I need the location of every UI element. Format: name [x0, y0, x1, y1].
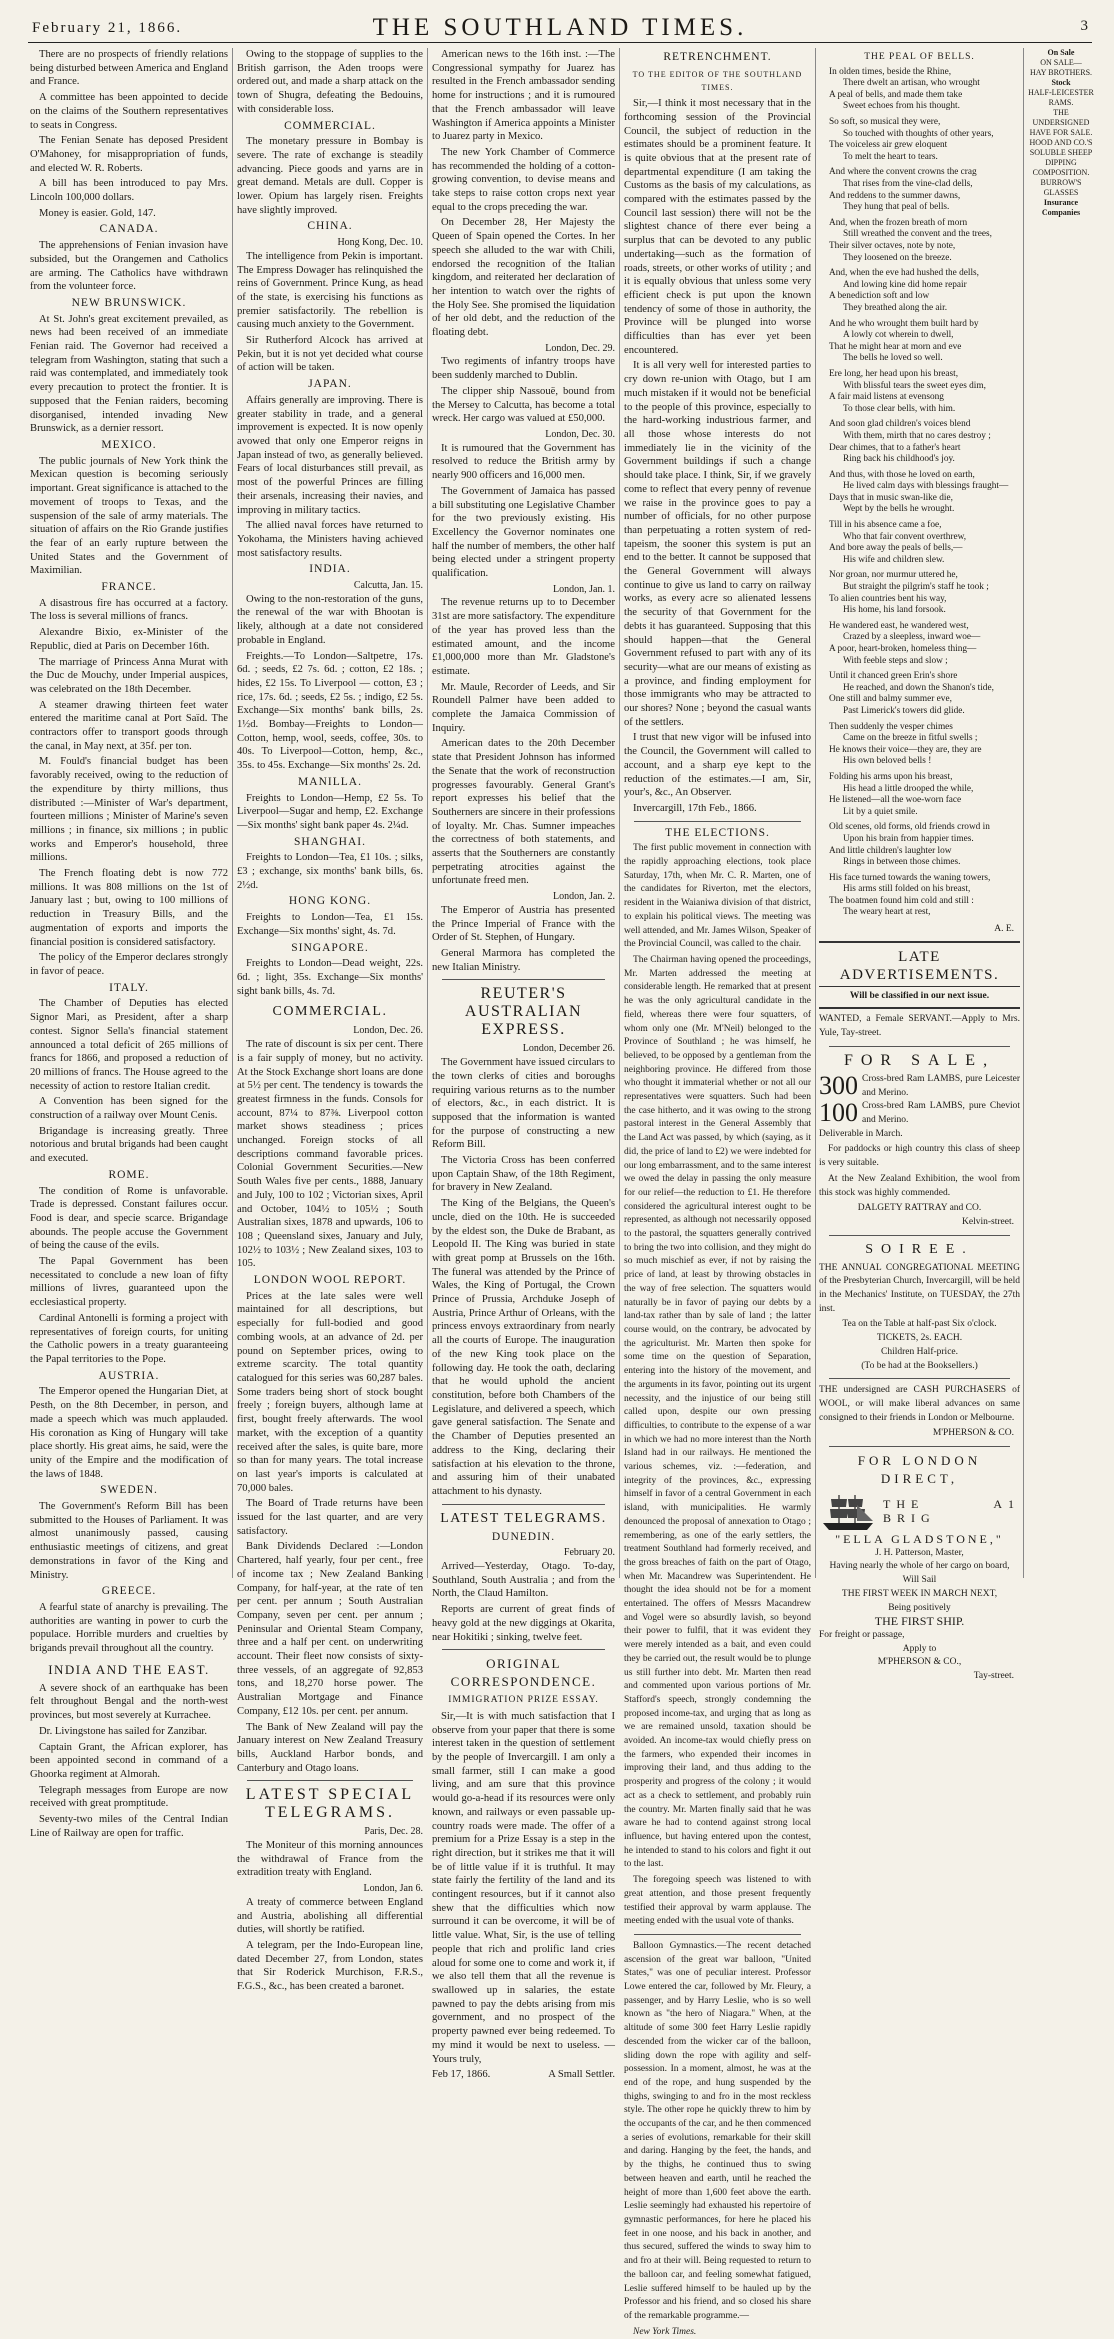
- poem-line: Rings in between those chimes.: [843, 857, 961, 868]
- paragraph: The foregoing speech was listened to with great attention, and those present frequently testified their approval by warm applause. The meeting ended with the usual vote of thanks.: [624, 1875, 811, 1927]
- late-ads-note: Will be classified in our next issue.: [849, 990, 990, 1001]
- dateline: Hong Kong, Dec. 10.: [337, 237, 423, 249]
- paragraph: The Chairman having opened the proceedings, Mr. Marten addressed the meeting at considerable length. He remarked that at present he was the only agricultural candidate in the field, whereas there were four squatters, of whom only one (Mr. M'Neil) belonged to the Province of Southland ; he was himself, he believed, to be opposed by a gentleman from the neighboring province. He differed from those who thought it immaterial whether or not all our representatives were squatters. Such had been the case hitherto, and it was owing to the strong pastoral interest in the General Assembly that the Land Act was passed, by which (saying, as it did, the price of land to £2) we were indebted for our long embarrassment, and to the same interest we owed the delay in passing the only measure for our relief—the reduction to £1. He therefore considered the agricultural interest ought to be represented, as although not necessarily opposed to the pastoral, the squatters generally contrived to bring the two into collision, and they might do so much mischief as ever, if not by raising the price of land, at least by throwing obstacles in the way of free selection. The squatters would naturally be in favor of paying our debts by a land-tax rather than by sale of land ; the latter course would, on the contrary, be advocated by the agriculturist. Mr. Marten then spoke for some time on the question of Separation, entering into the history of the movement, and the arguments in its favor, pointing out its urgent necessity, and the injustice of our being still called upon, despite our own pressing difficulties, to contribute to the expense of a war in which we had no more interest than the North Island had in our railways. He mentioned the various schemes, viz. :—federation, and integrity of the provinces, &c., expressing himself in favor of a central Government in each island, with municipalities. He warmly denounced the proposal of annexation to Otago ; remembering, as one of the early settlers, the treatment Southland had formerly received, and the gross breaches of faith on the part of Otago, when Mr. Macandrew was Superintendent. He thought the idea should not be for a moment entertained. The offers of Messrs Macandrew and Vogel were so absurdly lavish, so beyond their power to fulfil, that it was evident they were merely intended as a bait, and even could they be carried out, the result would be to plunge us still further into debt. Mr. Marten then read and commented upon various portions of Mr. Stafford's speech, strongly condemning the proposed income-tax, and urging that as long as we are remained unsold, taxation should be avoided. An income-tax would chiefly press on the farmers, who expended their incomes in improving their land, and thus adding to the prosperity and progress of the colony ; it would act as a check to settlement, and probably ruin the country. Mr. Marten finally said that he was aware he had to contend against strong local influence, but having entered upon the contest, he intended to stand to his colors and fight it out to the last.: [624, 955, 811, 1870]
- paragraph: I trust that new vigor will be infused into the Council, the Government will called to account, and a sharp eye kept to the reduction of the estimates.—I am, Sir, your's, &c., An Observer.: [624, 732, 811, 799]
- poem-line: But straight the pilgrim's staff he took ;: [843, 582, 989, 593]
- section-heading: THE ELECTIONS.: [665, 826, 770, 839]
- column-telegrams: [432, 48, 615, 2081]
- paragraph: A Convention has been signed for the construction of a railway over Mount Cenis.: [30, 1096, 228, 1122]
- column-rule: [232, 48, 233, 1578]
- lot-description: Cross-bred Ram LAMBS, pure Leicester and Merino.: [862, 1073, 1020, 1098]
- poem-line: Came on the breeze in fitful swells ;: [843, 733, 978, 744]
- poem-stanza: [829, 822, 1020, 868]
- poem-stanza: [829, 117, 1020, 163]
- ad-text: Children Half-price.: [880, 1346, 959, 1357]
- poem-line: And, when the frozen breath of morn: [829, 217, 968, 228]
- paragraph: It is rumoured that the Government has resolved to reduce the British army by nearly 900 officers and 16,000 men.: [432, 442, 615, 482]
- paragraph: American news to the 16th inst. :—The Congressional sympathy for Juarez has resulted in the French ambassador sending home for instructions ; and it is rumoured that the French ambassador will leave Washington if America appoints a Minister to Juarez party in Mexico.: [432, 49, 615, 143]
- poem-line: And little children's laughter low: [829, 845, 952, 856]
- dateline: Invercargill, 17th Feb., 1866.: [633, 802, 757, 814]
- poem-line: His home, his land forsook.: [843, 605, 946, 616]
- poem-line: With them, mirth that no cares destroy ;: [843, 430, 991, 441]
- paragraph: The clipper ship Nassouë, bound from the Mersey to Calcutta, has become a total wreck. Her cargo was valued at £50,000.: [432, 385, 615, 425]
- section-heading: MANILLA.: [298, 775, 362, 788]
- ad-text: Deliverable in March.: [819, 1128, 903, 1139]
- paragraph: The Victoria Cross has been conferred upon Captain Shaw, of the 18th Regiment, for bravery in New Zealand.: [432, 1155, 615, 1194]
- divider: [442, 1504, 605, 1505]
- paragraph: The marriage of Princess Anna Murat with the Duc de Mouchy, under Imperial auspices, was celebrated on the 18th December.: [30, 656, 228, 695]
- poem-line: Dear chimes, that to a father's heart: [829, 442, 961, 453]
- section-heading: GREECE.: [101, 1585, 157, 1598]
- late-ads-heading: LATE ADVERTISEMENTS.: [819, 948, 1020, 987]
- paragraph: Mr. Maule, Recorder of Leeds, and Sir Roundell Palmer have been added to complete the Jamaica Commission of Inquiry.: [432, 681, 615, 734]
- column-correspondence: [624, 48, 811, 2337]
- section-subheading: IMMIGRATION PRIZE ESSAY.: [448, 1695, 599, 1706]
- paragraph: The first public movement in connection with the rapidly approaching elections, took place Saturday, 17th, when Mr. C. R. Marten, one of the candidates for Riverton, met the electors, resident in the Waianiwa division of that district, to explain his political views. The meeting was well attended, and Mr. James Wilson, Speaker of the Provincial Council, was called to the chair.: [624, 843, 811, 950]
- poem-line: Ere long, her head upon his breast,: [829, 368, 959, 379]
- paragraph: The monetary pressure in Bombay is severe. The rate of exchange is steadily advancing. Piece goods and yarns are in great demand. Metals are dull. Copper is lower. Opium has largely risen. Freights have slightly improved.: [237, 136, 423, 216]
- ad-ship-brig-row: [819, 1491, 1020, 1533]
- ad-text: At the New Zealand Exhibition, the wool from this stock was highly commended.: [819, 1173, 1020, 1198]
- poem-line: There dwelt an artisan, who wrought: [843, 78, 980, 89]
- column-foreign-news: [30, 48, 228, 1839]
- paragraph: M. Fould's financial budget has been favorably received, owing to the reduction of the expenditure by thirty millions, thus distributed :—Minister of War's department, fourteen millions ; Minister of Marine's seven millions ; in finance, six millions ; in public works and Emperor's household, three millions.: [30, 756, 228, 864]
- poem-line: Lit by a quiet smile.: [843, 806, 918, 817]
- divider: [819, 941, 1020, 943]
- section-heading: ROME.: [108, 1168, 150, 1181]
- poem-line: Still wreathed the convent and the trees,: [843, 229, 992, 240]
- poem-stanza: [829, 873, 1020, 919]
- poem-stanza: [829, 67, 1020, 113]
- lot-quantity: 300: [819, 1070, 858, 1100]
- section-heading: SINGAPORE.: [291, 941, 369, 954]
- paragraph: Cardinal Antonelli is forming a project with representatives of foreign courts, for uniting the Catholic powers in a treaty guaranteeing the Papal territories to the Pope.: [30, 1312, 228, 1365]
- poem-stanza: [829, 722, 1020, 768]
- ad-ship-heading: FOR LONDON DIRECT,: [857, 1453, 982, 1487]
- ad-soiree-heading: SOIREE.: [865, 1241, 974, 1257]
- poem-line: He reached, and down the Shanon's tide,: [843, 682, 994, 693]
- poem-line: Crazed by a sleepless, inward woe—: [843, 632, 981, 643]
- paragraph: A committee has been appointed to decide on the claims of the Southern representatives to seats in Congress.: [30, 92, 228, 131]
- ad-signature: M'PHERSON & CO.,: [877, 1657, 962, 1668]
- poem-line: Days that in music swan-like die,: [829, 492, 953, 503]
- paragraph: The Chamber of Deputies has elected Signor Mari, as President, after a sharp contest. Signor Sella's financial statement announced a total deficit of 265 millions of francs for 1866, and proposed a reduction of 20 millions of francs. The House agreed to the necessity of action to restore Italian credit.: [30, 998, 228, 1092]
- paragraph: There are no prospects of friendly relations being disturbed between America and England and France.: [30, 49, 228, 88]
- paragraph: The revenue returns up to to December 31st are more satisfactory. The expenditure of the year has proved less than the estimated amount, and the income £1,000,000 more than Mr. Gladstone's estimate.: [432, 597, 615, 677]
- paragraph: A disastrous fire has occurred at a factory. The loss is several millions of francs.: [30, 597, 228, 623]
- poem-line: Ring back his childhood's joy.: [843, 454, 955, 465]
- section-heading: LATEST SPECIAL TELEGRAMS.: [245, 1786, 415, 1822]
- paragraph: The Emperor of Austria has presented the Prince Imperial of France with the Order of St. Stephen, of Hungary.: [432, 904, 615, 944]
- paragraph: Arrived—Yesterday, Otago. To-day, Southland, South Australia ; and from the North, the Claud Hamilton.: [432, 1561, 615, 1600]
- paragraph: Two regiments of infantry troops have been suddenly marched to Dublin.: [432, 356, 615, 382]
- paragraph: The Papal Government has been necessitated to conclude a new loan of fifty millions of livres, guaranteed upon the ecclesiastical property.: [30, 1256, 228, 1309]
- paragraph: Dr. Livingstone has sailed for Zanzibar.: [39, 1725, 207, 1737]
- section-heading: LONDON WOOL REPORT.: [253, 1274, 407, 1287]
- poem-stanza: [829, 167, 1020, 213]
- paragraph: The rate of discount is six per cent. There is a fair supply of money, but no activity. At the Stock Exchange short loans are done at 5½ per cent. The tendency is towards the greatest firmness in the funds. Consols for account, 87¼ to 87⅜. Liverpool cotton market shows steadiness ; prices unchanged. Foreign stocks of all descriptions command favorable prices. Colonial Government Securities.—New South Wales five per cents., 1888, January and July, 100 to 102 ; Victorian sixes, April and October, 104½ to 105½ ; South Australian sixes, 1878 and upwards, 106 to 108 ; Queensland sixes, January and July, 102½ to 103½ ; New Zealand sixes, 103 to 105.: [237, 1039, 423, 1270]
- paragraph: A fearful state of anarchy is prevailing. The authorities are wanting in power to curb the populace. Horrible murders and cruelties by brigands prevail throughout all the country.: [30, 1601, 228, 1655]
- ad-for-sale-heading: FOR SALE,: [843, 1051, 996, 1069]
- divider: [634, 1934, 801, 1935]
- poem-line: Nor groan, nor murmur uttered he,: [829, 570, 958, 581]
- paragraph: The Bank of New Zealand will pay the January interest on New Zealand Treasury bills, Auckland Harbor bonds, and Canterbury and Otago loans.: [237, 1721, 423, 1774]
- masthead: [28, 14, 1092, 43]
- section-heading: JAPAN.: [308, 378, 352, 391]
- dateline: London, Jan. 1.: [553, 583, 615, 595]
- poem-line: Then suddenly the vesper chimes: [829, 721, 953, 732]
- poem-line: That rises from the vine-clad dells,: [843, 179, 973, 190]
- paragraph: Sir Rutherford Alcock has arrived at Pekin, but it is not yet decided what course of action will be taken.: [237, 335, 423, 374]
- poem-line: He lived calm days with blessings fraught—: [843, 481, 1009, 492]
- poem-stanza: [829, 772, 1020, 818]
- dateline: Calcutta, Jan. 15.: [353, 580, 423, 592]
- ad-text: Being positively: [888, 1602, 951, 1613]
- divider: [634, 821, 801, 822]
- section-heading: REUTER'S AUSTRALIAN EXPRESS.: [464, 985, 583, 1039]
- divider: [819, 1007, 1020, 1009]
- poem-line: His own beloved bells !: [843, 756, 932, 767]
- paragraph: The policy of the Emperor declares strongly in favor of peace.: [30, 952, 228, 977]
- poem-line: So soft, so musical they were,: [829, 117, 941, 128]
- paragraph: Bank Dividends Declared :—London Chartered, half yearly, four per cent., free of income tax ; New Zealand Banking Company, for half-year, at the rate of ten per cent. per annum ; South Australian Company, seven per cent. per annum ; Peninsular and Oriental Steam Company, three and a half per cent. on underwriting account. Their fleet now consists of sixty-three vessels, of an aggregate of 92,853 tons, and 18,270 horse power. The Australian Mortgage and Finance Company, £12 10s. per cent. per annum.: [237, 1541, 423, 1717]
- ad-title: HALF-LEICESTER RAMS.: [1028, 88, 1094, 107]
- poem-line: And thus, with those he loved on earth,: [829, 469, 975, 480]
- poem-line: His wife and children slew.: [843, 554, 945, 565]
- section-heading: ORIGINAL CORRESPONDENCE.: [450, 1656, 597, 1690]
- poem-line: That he might hear at morn and eve: [829, 341, 962, 352]
- source-credit: New York Times.: [633, 2326, 697, 2337]
- classified-heading: Insurance Companies: [1041, 198, 1081, 217]
- ad-lot: [819, 1100, 1020, 1127]
- ad-signature: DALGETY RATTRAY and CO.: [857, 1203, 982, 1214]
- paragraph: The Emperor opened the Hungarian Diet, at Pesth, on the 8th December, in person, and made a speech which was much applauded. His coronation as King of Hungary will take place shortly. His great aims, he said, were the unity of the Empire and the modification of the laws of 1848.: [30, 1386, 228, 1480]
- poem-line: His face turned towards the waning towers,: [829, 872, 991, 883]
- paragraph: The apprehensions of Fenian invasion have subsided, but the Orangemen and Catholics are arming. The Catholics have withdrawn from the volunteer force.: [30, 240, 228, 293]
- paragraph: Freights to London—Tea, £1 10s. ; silks, £3 ; exchange, six months' bank bills, 6s. 2½d.: [237, 852, 423, 891]
- poem-line: He knows their voice—they are, they are: [829, 744, 982, 755]
- dateline: London, December 26.: [522, 1043, 615, 1055]
- sailing-ship-icon: [819, 1491, 877, 1533]
- poem-line: The bells he loved so well.: [843, 353, 943, 364]
- paragraph: Seventy-two miles of the Central Indian Line of Railway are open for traffic.: [30, 1814, 228, 1839]
- paragraph: The Fenian Senate has deposed President O'Mahoney, for misappropriation of funds, and elected W. R. Roberts.: [30, 135, 228, 174]
- poem-line: With feeble steps and slow ;: [843, 655, 948, 666]
- section-heading: ITALY.: [109, 981, 149, 994]
- poem-line: And, when the eve had hushed the dells,: [829, 268, 980, 279]
- poem-line: And bore away the peals of bells,—: [829, 543, 963, 554]
- ad-text: THE FIRST SHIP.: [874, 1614, 965, 1629]
- dateline: London, Dec. 30.: [545, 428, 615, 440]
- ad-text: TICKETS, 2s. EACH.: [876, 1333, 963, 1344]
- poem-stanza: [829, 621, 1020, 667]
- poem-line: And reddens to the summer dawns,: [829, 190, 961, 201]
- letter-date: Feb 17, 1866.: [432, 2069, 491, 2081]
- paragraph: Captain Grant, the African explorer, has been appointed second in command of a Ghoorka regiment at Almorah.: [30, 1741, 228, 1780]
- classified-heading: Stock: [1051, 78, 1071, 87]
- ad-text: For freight or passage,: [819, 1629, 905, 1640]
- poem-line: A poor, heart-broken, homeless thing—: [829, 644, 977, 655]
- paragraph: Freights to London—Hemp, £2 5s. To Liverpool—Sugar and hemp, £2. Exchange—Six months' sight bank paper 4s. 2¼d.: [237, 792, 423, 831]
- divider: [442, 1649, 605, 1650]
- paragraph: Affairs generally are improving. There is greater stability in trade, and a general improvement is expected. It is now openly avowed that only one Emperor reigns in Japan instead of two, as generally believed. Fears of local disturbances still prevail, as most of the powerful Princes are filling their arsenals, increasing their navies, and improving in military tactics.: [237, 394, 423, 516]
- poem-line: He wandered east, he wandered west,: [829, 620, 969, 631]
- ad-ship-brig: THE A1 BRIG: [883, 1497, 1020, 1526]
- poem-line: Wept by the bells he wrought.: [843, 504, 955, 515]
- ad-text: (To be had at the Booksellers.): [861, 1360, 978, 1371]
- paragraph: A telegram, per the Indo-European line, dated December 27, from London, states that Sir Roderick Murchison, F.R.S., F.G.S., &c., has been created a baronet.: [237, 1940, 423, 1993]
- poem-stanza: [829, 520, 1020, 566]
- poem-line: With blissful tears the sweet eyes dim,: [843, 380, 986, 391]
- letter-signature: A Small Settler.: [548, 2069, 615, 2081]
- poem-line: To those clear bells, with him.: [843, 403, 956, 414]
- dateline: Paris, Dec. 28.: [364, 1826, 423, 1838]
- paragraph: The French floating debt is now 772 millions. It was 808 millions on the 1st of January last ; but, owing to 100 millions of reduction in Treasury Bills, and the augmentation of exports and imports the financial position is considered satisfactory.: [30, 868, 228, 948]
- paragraph: The Moniteur of this morning announces the withdrawal of France from the extradition treaty with England.: [237, 1840, 423, 1879]
- paragraph: The allied naval forces have returned to Yokohama, the Ministers having achieved most satisfactory results.: [237, 520, 423, 559]
- section-heading: LATEST TELEGRAMS.: [440, 1510, 607, 1526]
- paragraph: Money is easier. Gold, 147.: [39, 207, 156, 219]
- classified-heading: On Sale: [1047, 48, 1075, 57]
- poem-stanza: [829, 570, 1020, 616]
- paragraph: The intelligence from Pekin is important. The Empress Dowager has relinquished the reins of Government. Prince Kung, as head of the state, is exercising his functions as premier satisfactorily. The rebellion is causing much anxiety to the Government.: [237, 250, 423, 331]
- poem-line: The weary heart at rest,: [843, 907, 931, 918]
- paragraph: General Marmora has completed the new Italian Ministry.: [432, 948, 615, 973]
- paragraph: Freights to London—Dead weight, 22s. 6d. ; light, 35s. Exchange—Six months' sight bank bills, 4s. 7d.: [237, 958, 423, 997]
- lot-description: Cross-bred Ram LAMBS, pure Cheviot and Merino.: [862, 1101, 1020, 1125]
- section-heading: INDIA.: [309, 563, 351, 576]
- poem-line: So touched with thoughts of other years,: [843, 128, 994, 139]
- paragraph: A bill has been introduced to pay Mrs. Lincoln 100,000 dollars.: [30, 178, 228, 204]
- section-heading: INDIA AND THE EAST.: [48, 1661, 210, 1677]
- paragraph: Reports are current of great finds of heavy gold at the new diggings at Okarita, near Hokitiki ; sinking, twelve feet.: [432, 1604, 615, 1643]
- ad-title: THE UNDERSIGNED HAVE FOR SALE.: [1029, 108, 1093, 137]
- paragraph: Owing to the non-restoration of the guns, the renewal of the war with Bhootan is likely, although at a date not considered probable in England.: [237, 593, 423, 646]
- section-heading: MEXICO.: [101, 438, 157, 451]
- column-rule: [1023, 48, 1024, 1578]
- dateline: February 20.: [563, 1547, 615, 1559]
- poem-line: Till in his absence came a foe,: [829, 520, 942, 531]
- poem-stanza: [829, 369, 1020, 415]
- section-heading: CHINA.: [307, 220, 353, 233]
- poem-line: Folding his arms upon his breast,: [829, 771, 953, 782]
- poem-line: Old scenes, old forms, old friends crowd in: [829, 822, 990, 833]
- paragraph: It is all very well for interested parties to cry down re-union with Otago, but I am much mistaken if it would not be beneficial to the people of this province, especially to the hard-working industrious farmer, and all those whose interests do not immediately lie in the vicinity of the Government buildings if such a change should take place. I think, Sir, if we gravely come to reflect that every penny of revenue we raise in the province goes to pay a number of officials, for no other purpose than perpetuating a rotten system of red-tapeism, the sooner this system is put an end to the better. It cannot be supposed that the General Government will always continue to give us land to carry on railway works, as every acre so alienated lessens the security of that Government for the debts it has guaranteed. Supposing that this should happen—that the General Government refused to part with any of its security—what are our means of existing as a province, and finding employment for those immigrants who may be attracted to our shores? None ; beyond the casual wants of the settlers.: [624, 360, 811, 728]
- paragraph: Owing to the stoppage of supplies to the British garrison, the Aden troops were ordered out, and made a sharp attack on the town of Shugra, defeating the Bedouins, with considerable loss.: [237, 49, 423, 115]
- ad-ship-name: "ELLA GLADSTONE,": [835, 1532, 1004, 1547]
- ad-text: THE ANNUAL CONGREGATIONAL MEETING of the Presbyterian Church, Invercargill, will be held in the Mechanics' Institute, on TUESDAY, the 27th inst.: [819, 1262, 1020, 1314]
- paragraph: The Government's Reform Bill has been submitted to the Houses of Parliament. It was almost unanimously passed, causing enthusiastic meetings of citizens, and great demonstrations in favor of the King and Ministry.: [30, 1501, 228, 1581]
- section-subheading: DUNEDIN.: [491, 1530, 556, 1543]
- paragraph: A steamer drawing thirteen feet water entered the maritime canal at Port Saïd. The contractors offer to transport goods through the canal, in May next, at 35f. per ton.: [30, 699, 228, 752]
- divider: [442, 979, 605, 980]
- paragraph: The Government have issued circulars to the town clerks of cities and boroughs requiring various returns as to the number of electors, &c., in each district. It is supposed that the information is wanted for the purpose of constructing a new Reform Bill.: [432, 1057, 615, 1151]
- ad-address: Kelvin-street.: [962, 1216, 1014, 1227]
- poem-line: And soon glad children's voices blend: [829, 419, 971, 430]
- dateline: London, Dec. 29.: [545, 342, 615, 354]
- poem-line: And lowing kine did home repair: [843, 279, 967, 290]
- poem-line: He listened—all the woe-worn face: [829, 795, 962, 806]
- paragraph: The King of the Belgians, the Queen's uncle, died on the 10th. He is succeeded by the eldest son, the Duke de Brabant, as Leopold II. The King was buried in state with great pomp at Brussels on the 16th. The funeral was attended by the Prince of Wales, the King of Portugal, the Crown Prince of Prussia, Archduke Joseph of Austria, Prince Arthur of Orleans, with the princess envoys extraordinary from nearly all the courts of Europe. The inauguration of the new King took place on the following day. He took the oath, declaring that he would uphold the ancient constitution, before both Chambers of the Legislature, and delivered a speech, which gave general satisfaction. The Senate and the Chamber of Deputies presented an address to the King, declaring their satisfaction at his elevation to the throne, and assuring him of their unabated attachment to his dynasty.: [432, 1198, 615, 1497]
- ad-lot: [819, 1070, 1020, 1100]
- paragraph: At St. John's great excitement prevailed, as news had been received of an immediate Fenian raid. The Governor had received a telegram from Washington, stating that such a raid was contemplated, and immediately took every precaution to protect the frontier. It is supposed that the Fenian raiders, becoming disorganised, intended invading New Brunswick, as a dernier ressort.: [30, 313, 228, 435]
- ad-signature: M'PHERSON & CO.: [932, 1428, 1014, 1439]
- letter-footer: [432, 2068, 615, 2082]
- poem-line: His head a little drooped the while,: [843, 783, 974, 794]
- poem-line: They breathed along the air.: [843, 302, 948, 313]
- paragraph: Freights to London—Tea, £1 15s. Exchange—Six months' sight, 4s. 7d.: [237, 912, 423, 937]
- ad-text: THE undersigned are CASH PURCHASERS of WOOL, or will make liberal advances on same consigned to their friends in London or Melbourne.: [819, 1385, 1020, 1423]
- paragraph: The condition of Rome is unfavorable. Trade is depressed. Constant failures occur. Food is dear, and specie scarce. Brigandage abounds. The people accuse the Government of being the cause of the evils.: [30, 1185, 228, 1252]
- poem-line: A peal of bells, and made them take: [829, 89, 963, 100]
- poem-line: A lowly cot wherein to dwell,: [843, 330, 954, 341]
- poem-line: To melt the heart to tears.: [843, 151, 938, 162]
- ad-text: Will Sail: [902, 1575, 937, 1586]
- issue-date: February 21, 1866.: [32, 20, 183, 36]
- paragraph: The public journals of New York think the Mexican question is becoming seriously important. Great significance is attached to the movement of troops to Texas, and the suspension of the sale of army materials. The situation of affairs on the Rio Grande justifies the fear of an early rupture between the United States and the Government of Maximilian.: [30, 455, 228, 577]
- poem-line: Sweet echoes from his thought.: [843, 101, 960, 112]
- letter-body: Sir,—It is with much satisfaction that I observe from your paper that there is some interest taken in the question of settlement by the people of Invercargill. I am only a small farmer, still I can make a good living, and am sure that this province would go-a-head if its resources were only known, and railways or even passable up-country roads were made. The offer of a premium for a Prize Essay is a step in the right direction, but it strikes me that it will be of little value if it is truthful. It may state fairly the fertility of the land and its contingent resources, but if it cannot also shew that the difficulties which now surround it can be overcome, it will be of little value. What, Sir, is the use of telling people that rich and prolific land cries aloud for some one to come and work it, if we also tell them that all the revenue is swallowed up in salaries, the estate pawned to pay the debts arising from mis government, and no prospect of the property pawned ever being redeemed. To my mind it would be next to useless. —Yours truly,: [432, 1710, 615, 2065]
- poem-line: His arms still folded on his breast,: [843, 884, 971, 895]
- column-classified-ads: [1027, 48, 1095, 1578]
- dateline: London, Dec. 26.: [353, 1025, 423, 1037]
- newspaper-title: THE SOUTHLAND TIMES.: [372, 14, 748, 41]
- section-heading: SWEDEN.: [100, 1484, 158, 1497]
- dateline: London, Jan. 2.: [553, 891, 615, 903]
- ad-title: ON SALE—: [1040, 58, 1082, 67]
- paragraph: A treaty of commerce between England and Austria, abolishing all differential duties, will shortly be ratified.: [237, 1896, 423, 1936]
- poem-stanza: [829, 671, 1020, 717]
- poem-stanza: [829, 218, 1020, 264]
- ad-text: Having nearly the whole of her cargo on board,: [829, 1561, 1010, 1572]
- paragraph: Freights.—To London—Saltpetre, 17s. 6d. ; seeds, £2 7s. 6d. ; cotton, £2 18s. ; hides, £2 15s. To Liverpool — cotton, £3 ; rice, 17s. 6d. ; seeds, £2 5s. ; indigo, £2 5s. Exchange—Six months' bank bills, 2s. 1½d. Bombay—Freights to London—Cotton, hemp, wool, seeds, coffee, 30s. to 40s. To Liverpool—Cotton, hemp, &c., 35s. to 45s. Exchange—Six months' 2s. 2d.: [237, 650, 423, 772]
- paragraph: Sir,—I think it most necessary that in the forthcoming session of the Provincial Council, the subject of reduction in the estimates should be a prominent feature. It is quite obvious that at the present rate of departmental expenditure (I am taking the Customs as the basis of my calculations, as compared with the estimates passed by the Council last session) there will not be the slightest chance of there ever being a surplus that can be devoted to any public undertaking—such as the formation of roads, streets, or other works of utility ; and it is equally obvious that unless some very efficient check is put upon the known tendency of some of those in authority, the Province will be plunged into worse difficulties than has ever yet been encountered.: [624, 98, 811, 356]
- poem-line: In olden times, beside the Rhine,: [829, 66, 952, 77]
- section-heading: RETRENCHMENT.: [663, 51, 772, 63]
- ad-title: BURROW'S GLASSES: [1040, 178, 1082, 197]
- poem-line: Past Limerick's towers did glide.: [843, 705, 965, 716]
- poem-line: And he who wrought them built hard by: [829, 318, 979, 329]
- divider: [829, 1378, 1010, 1379]
- poem-title: THE PEAL OF BELLS.: [864, 52, 975, 62]
- ad-servant-wanted: WANTED, a Female SERVANT.—Apply to Mrs. Yule, Tay-street.: [819, 1014, 1020, 1039]
- poem-line: A fair maid listens at evensong: [829, 392, 944, 403]
- paragraph: The Government of Jamaica has passed a bill substituting one Legislative Chamber for the two previously existing. His Excellency the Governor nominates one half the number of members, the other half being elected under a stringent property qualification.: [432, 485, 615, 580]
- poem-line: Until it chanced green Erin's shore: [829, 671, 958, 682]
- poem-stanza: [829, 470, 1020, 516]
- paragraph: Brigandage is increasing greatly. Three notorious and brutal brigands had been caught and executed.: [30, 1125, 228, 1165]
- poem-stanza: [829, 268, 1020, 314]
- column-rule: [427, 48, 428, 1578]
- column-poem-and-ads: [819, 48, 1020, 1682]
- poem-stanza: [829, 319, 1020, 365]
- poem-line: Upon his brain from happier times.: [843, 833, 974, 844]
- divider: [829, 1046, 1010, 1047]
- paragraph: American dates to the 20th December state that President Johnson has informed the Senate that the work of reconstruction progresses favourably. General Grant's report expresses his belief that the Southerners are sincere in their professions of loyalty. Mr. Chas. Sumner impeaches the correctness of both statements, and asserts that the Southerners are constantly perpetrating atrocities against the unfortunate freed men.: [432, 738, 615, 887]
- paragraph: A severe shock of an earthquake has been felt throughout Bengal and the north-west provinces, but most severely at Kurrachee.: [30, 1682, 228, 1722]
- paragraph: Alexandre Bixio, ex-Minister of the Republic, died at Paris on December 16th.: [30, 627, 228, 652]
- poem-line: One still and balmy summer eve,: [829, 694, 952, 705]
- section-subheading: TO THE EDITOR OF THE SOUTHLAND TIMES.: [632, 69, 803, 93]
- poem-line: Who that fair convent overthrew,: [843, 531, 967, 542]
- section-heading: FRANCE.: [101, 581, 157, 594]
- ad-text: For paddocks or high country this class of sheep is very suitable.: [819, 1144, 1020, 1169]
- ad-signature: HAY BROTHERS.: [1029, 68, 1093, 77]
- ad-text: THE FIRST WEEK IN MARCH NEXT,: [841, 1588, 998, 1599]
- paragraph: The Board of Trade returns have been issued for the last quarter, and are very satisfactory.: [237, 1498, 423, 1537]
- section-heading: COMMERCIAL.: [272, 1004, 388, 1020]
- ad-text: Tea on the Table at half-past Six o'clock.: [842, 1319, 997, 1330]
- poem-line: Their silver octaves, note by note,: [829, 241, 956, 252]
- ad-address: Tay-street.: [973, 1671, 1014, 1682]
- lot-quantity: 100: [819, 1098, 858, 1128]
- ad-text: Apply to: [902, 1643, 937, 1654]
- section-heading: CANADA.: [99, 223, 159, 236]
- paragraph: Balloon Gymnastics.—The recent detached ascension of the great war balloon, "United States," was one of peculiar interest. Professor Lowe entered the car, followed by Mr. Fleury, a passenger, and by Harry Leslie, who is so well known as "the hero of Niagara." When, at the altitude of some 300 feet Harry Leslie rapidly descended from the wicker car of the balloon, sliding down the rope with agility and self-possession. In a moment, almost, he was at the end of the rope, and hung suspended by the thighs, swinging to and fro in the most reckless style. The other rope he quickly threw to him by the occupants of the car, and he then commenced a series of evolutions, remarkable for their skill and daring. Hanging by the feet, the hands, and by the thighs, he continued thus to swing between heaven and earth, until he reached the height of more than 1,600 feet above the earth. Leslie seemingly had exhausted his repertoire of gymnastic performances, for here he placed his feet in one noose, and his back in another, and thus secured, suffered the winds to sway him to and fro at their will. Being requested to return to the balloon car, and feeling somewhat fatigued, Leslie suffered himself to be hauled up by the Professor and his friend, and so closed his share of the remarkable programme.—: [624, 1940, 811, 2321]
- ad-title: HOOD AND CO.'S SOLUBLE SHEEP DIPPING COMPOSITION.: [1029, 138, 1093, 177]
- poem-line: To alien countries bent his way,: [829, 593, 947, 604]
- poem: [819, 67, 1020, 919]
- section-heading: AUSTRIA.: [98, 1369, 160, 1382]
- paragraph: On December 28, Her Majesty the Queen of Spain opened the Cortes. In her speech she alluded to the war with Chili, endorsed the recognition of the Italian kingdom, and reiterated her declaration of her intention to watch over the rights of the Holy See. She promised the liquidation of her old debt, and the reduction of the floating debt.: [432, 217, 615, 339]
- poem-line: The boatmen found him cold and still :: [829, 895, 974, 906]
- ad-text: J. H. Patterson, Master,: [875, 1547, 964, 1558]
- paragraph: The new York Chamber of Commerce has recommended the holding of a cotton-growing convention, to devise means and take steps to raise cotton crops next year equal to the crops preceding the war.: [432, 146, 615, 213]
- divider: [829, 1235, 1010, 1236]
- column-commercial-news: [237, 48, 423, 1993]
- column-rule: [815, 48, 816, 1578]
- divider: [247, 1780, 413, 1781]
- section-heading: HONG KONG.: [288, 895, 372, 908]
- poem-stanza: [829, 419, 1020, 465]
- poem-line: They loosened on the breeze.: [843, 252, 952, 263]
- poem-line: They hung that peal of bells.: [843, 202, 950, 213]
- paragraph: Telegraph messages from Europe are now received with great promptitude.: [30, 1784, 228, 1810]
- dateline: London, Jan 6.: [363, 1883, 423, 1895]
- poem-line: And where the convent crowns the crag: [829, 167, 977, 178]
- section-heading: NEW BRUNSWICK.: [71, 296, 187, 309]
- column-rule: [619, 48, 620, 1578]
- divider: [829, 1446, 1010, 1447]
- poem-signature: A. E.: [994, 924, 1014, 935]
- section-heading: SHANGHAI.: [294, 835, 366, 848]
- page-number: 3: [1080, 18, 1088, 34]
- paragraph: Prices at the late sales were well maintained for all descriptions, but especially for full-bodied and good combing wools, at an advance of 2d. per pound on September prices, owing to extreme scarcity. The total quantity catalogued for this series was 60,287 bales. Some traders being short of stock bought freely ; foreign buyers, although lame at first, bought freely afterwards. The wool market, with the exception of a quantity received after the sales, is quite bare, more so than for many years. The total increase on last year's imports is calculated at 70,000 bales.: [237, 1290, 423, 1494]
- section-heading: COMMERCIAL.: [284, 119, 376, 132]
- poem-line: A benediction soft and low: [829, 291, 930, 302]
- poem-line: The voiceless air grew eloquent: [829, 140, 948, 151]
